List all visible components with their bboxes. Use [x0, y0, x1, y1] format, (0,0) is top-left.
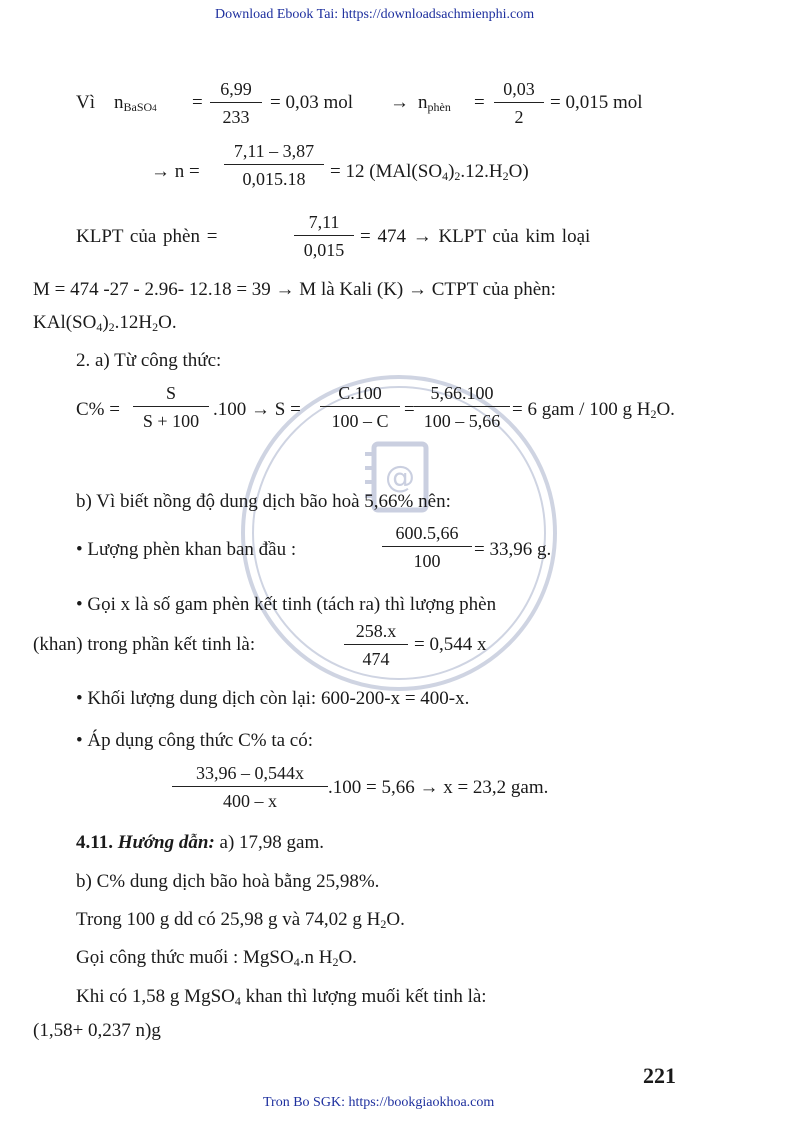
formula-part: O. [158, 312, 177, 333]
initial-alum-result: = 33,96 g. [474, 539, 552, 560]
frac-num: 0,03 [503, 79, 535, 99]
times-100-arrow: .100 → S = [213, 399, 301, 420]
frac-bar [172, 786, 328, 787]
frac-den: 400 – x [223, 791, 277, 811]
anhydrous-result: = 0,544 x [414, 634, 487, 655]
formula-sub: 2 [380, 917, 387, 931]
n-phen [418, 92, 451, 114]
formula-part: .12.H [460, 161, 503, 182]
frac-den: 100 [413, 551, 441, 571]
problem-411 [76, 832, 324, 854]
formula-sub: 2 [108, 320, 115, 334]
n-symbol-2: n [418, 92, 428, 113]
frac-num: 600.5,66 [395, 523, 459, 543]
frac-bar [494, 102, 544, 103]
formula-part: Trong 100 g dd có 25,98 g và 74,02 g H [76, 909, 381, 930]
formula-sub: 2 [332, 955, 339, 969]
frac-den: S + 100 [142, 411, 200, 431]
salt-formula-line [76, 947, 357, 969]
fraction-699-233 [210, 78, 262, 128]
text-vi: Vì [76, 92, 95, 113]
anhydrous-in-crystal: (khan) trong phần kết tinh là: [33, 634, 256, 655]
metal-calculation: M = 474 -27 - 2.96- 12.18 = 39 → M là Kali (K) → CTPT của phèn: [33, 279, 556, 300]
final-result: .100 = 5,66 → x = 23,2 gam. [328, 777, 549, 798]
crystal-amount-expr: (1,58+ 0,237 n)g [33, 1020, 161, 1041]
formula-part: ) [448, 161, 455, 182]
c-percent: C% = [76, 399, 120, 420]
frac-den: 0,015 [303, 240, 345, 260]
eq-1: = [192, 92, 203, 113]
solubility-result [512, 399, 675, 421]
formula-sub: 4 [293, 955, 300, 969]
frac-num: 5,66.100 [430, 383, 494, 403]
composition-line [76, 909, 405, 931]
klpt-result: = 474 → KLPT của kim loại [360, 226, 591, 247]
frac-bar [382, 546, 472, 547]
formula-result [330, 161, 529, 183]
baso4-four: 4 [152, 103, 157, 113]
phen-subscript: phèn [427, 100, 451, 114]
formula-sub: 4 [234, 994, 241, 1008]
frac-den: 0,015.18 [242, 169, 306, 189]
frac-num: 7,11 [308, 212, 340, 232]
n-baso4 [114, 92, 157, 114]
frac-num: S [165, 383, 176, 403]
section-2a: 2. a) Từ công thức: [76, 350, 222, 371]
page-number: 221 [643, 1063, 676, 1088]
remaining-solution: • Khối lượng dung dịch còn lại: 600-200-x = 400-x. [76, 688, 470, 709]
header-link[interactable]: Download Ebook Tai: https://downloadsachmienphi.com [215, 7, 535, 22]
frac-den: 100 – 5,66 [423, 411, 501, 431]
fraction-566 [414, 382, 510, 432]
formula-part: khan thì lượng muối kết tinh là: [240, 986, 487, 1007]
formula-sub: 2 [152, 320, 159, 334]
baso4-subscript [124, 100, 157, 114]
formula-part: O. [338, 947, 357, 968]
formula-sub: 4 [442, 169, 449, 183]
frac-bar [320, 406, 400, 407]
alum-formula [33, 312, 177, 334]
formula-part: O. [656, 399, 675, 420]
formula-part: ) [102, 312, 109, 333]
formula-part: = 12 (MAl(SO [330, 161, 443, 182]
frac-bar [224, 164, 324, 165]
initial-alum-label: • Lượng phèn khan ban đầu : [76, 539, 297, 560]
eq-3: = [404, 399, 415, 420]
formula-part: Gọi công thức muối : MgSO [76, 947, 294, 968]
klpt-phen-label: KLPT của phèn = [76, 226, 218, 247]
svg-text:@: @ [385, 460, 415, 495]
eq-2: = [474, 92, 485, 113]
formula-sub: 2 [502, 169, 509, 183]
apply-formula: • Áp dụng công thức C% ta có: [76, 730, 313, 751]
frac-num: 258.x [355, 621, 397, 641]
formula-sub: 2 [650, 407, 657, 421]
result-003-mol: = 0,03 mol [270, 92, 354, 113]
fraction-c100 [320, 382, 400, 432]
formula-part: KAl(SO [33, 312, 97, 333]
frac-bar [210, 102, 262, 103]
arrow-1: → [390, 92, 409, 113]
section-2b: b) Vì biết nồng độ dung dịch bão hoà 5,66% nên: [76, 491, 451, 512]
fraction-600-566 [382, 522, 472, 572]
frac-den: 233 [222, 107, 250, 127]
guide-label: Hướng dẫn: [117, 832, 215, 853]
frac-num: 7,11 – 3,87 [233, 141, 315, 161]
formula-sub: 2 [454, 169, 461, 183]
formula-part: = 6 gam / 100 g H [512, 399, 651, 420]
answer-b: b) C% dung dịch bão hoà bằng 25,98%. [76, 871, 380, 892]
answer-a: a) 17,98 gam. [214, 832, 325, 853]
frac-num: C.100 [338, 383, 382, 403]
frac-bar [414, 406, 510, 407]
crystal-amount-line [76, 986, 487, 1008]
frac-den: 474 [362, 649, 390, 669]
formula-part: O) [508, 161, 529, 182]
formula-sub: 4 [96, 320, 103, 334]
fraction-711-0015 [294, 211, 354, 261]
crystal-x-statement: • Gọi x là số gam phèn kết tinh (tách ra) thì lượng phèn [76, 594, 497, 615]
frac-den: 100 – C [331, 411, 389, 431]
fraction-s [133, 382, 209, 432]
fraction-final [172, 762, 328, 812]
result-0015-mol: = 0,015 mol [550, 92, 643, 113]
formula-part: Khi có 1,58 g MgSO [76, 986, 235, 1007]
frac-bar [294, 235, 354, 236]
problem-number: 4.11. [76, 832, 113, 853]
baso4-text: BaSO [123, 100, 153, 114]
frac-den: 2 [514, 107, 524, 127]
frac-bar [344, 644, 408, 645]
fraction-003-2 [494, 78, 544, 128]
footer-link[interactable]: Tron Bo SGK: https://bookgiaokhoa.com [263, 1095, 495, 1110]
fraction-258x-474 [344, 620, 408, 670]
fraction-n [224, 140, 324, 190]
formula-part: O. [386, 909, 405, 930]
frac-bar [133, 406, 209, 407]
arrow-n-eq: → n = [151, 161, 200, 182]
formula-part: .n H [299, 947, 333, 968]
formula-part: .12H [114, 312, 153, 333]
n-symbol: n [114, 92, 124, 113]
frac-num: 33,96 – 0,544x [196, 763, 304, 783]
frac-num: 6,99 [220, 79, 252, 99]
